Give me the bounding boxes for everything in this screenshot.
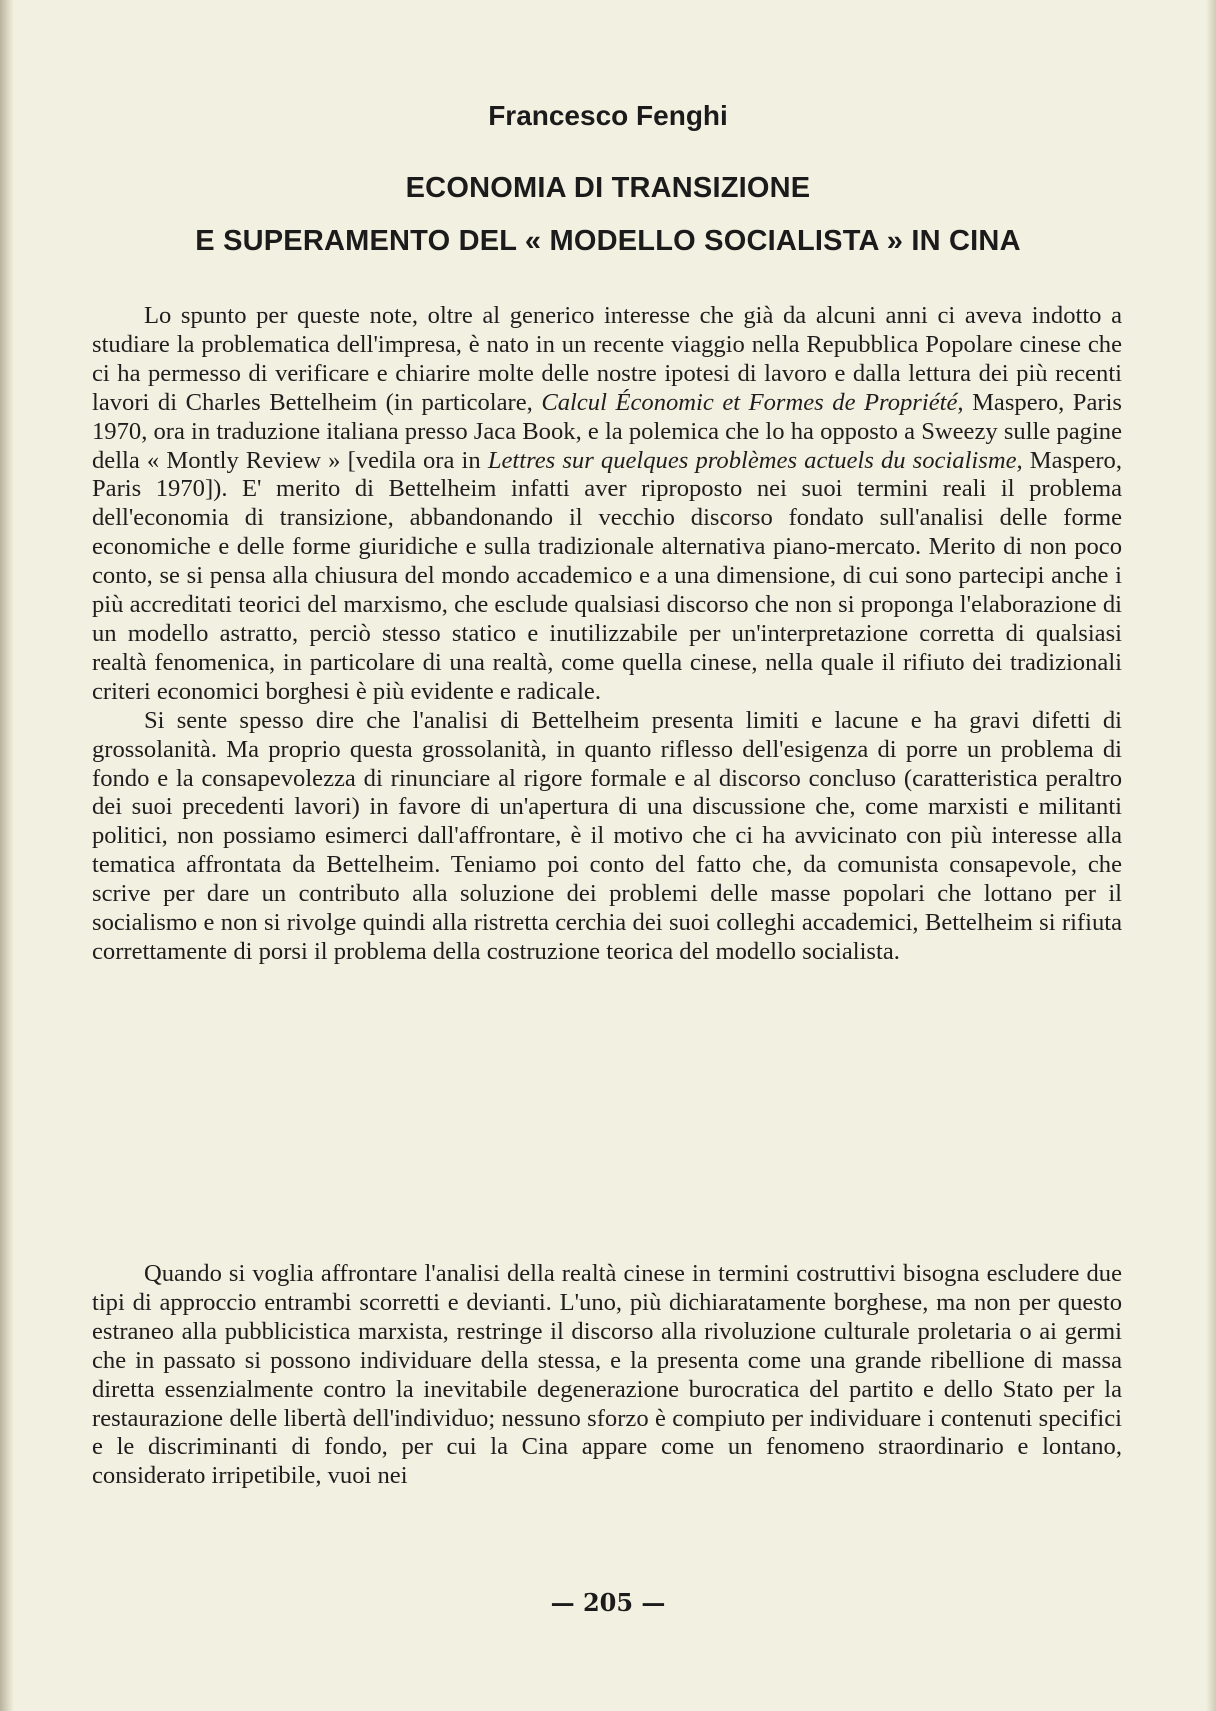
book-title-lettres: Lettres sur quelques problèmes actuels du socialisme, [487,446,1023,474]
article-title-line-2: E SUPERAMENTO DEL « MODELLO SOCIALISTA » IN CINA [195,225,1021,257]
paragraph-2: Si sente spesso dire che l'analisi di Bettelheim presenta limiti e lacune e ha gravi difetti di grossolanità. Ma proprio questa grossolanità, in quanto riflesso dell'esigenza di porre un problema di fondo e la consapevolezza di rinunciare al rigore formale e al discorso concluso (caratteristica peraltro dei suoi precedenti lavori) in favore di un'apertura di una discussione che, come marxisti e militanti politici, non possiamo esimerci dall'affrontare, è il motivo che ci ha avvicinato con più interesse alla tematica affrontata da Bettelheim. Teniamo poi conto del fatto che, da comunista consapevole, che scrive per dare un contributo alla soluzione dei problemi delle masse popolari che lottano per il socialismo e non si rivolge quindi alla ristretta cerchia dei suoi colleghi accademici, Bettelheim si rifiuta correttamente di porsi il problema della costruzione teorica del modello socialista. [92,706,1122,965]
paragraph-1-text-c: Maspero, Paris 1970]). E' merito di Bettelheim infatti aver riproposto nei suoi termini reali il problema dell'economia di transizione, abbandonando il vecchio discorso fondato sull'analisi delle forme economiche e delle forme giuridiche e sulla tradizionale alternativa piano-mercato. Merito di non poco conto, se si pensa alla chiusura del mondo accademico e a una dimensione, di cui sono partecipi anche i più accreditati teorici del marxismo, che esclude qualsiasi discorso che non si proponga l'elaborazione di un modello astratto, perciò stesso statico e inutilizzabile per un'interpretazione corretta di qualsiasi realtà fenomenica, in particolare di una realtà, come quella cinese, nella quale il rifiuto dei tradizionali criteri economici borghesi è più evidente e radicale. [92,446,1122,705]
author-name: Francesco Fenghi [488,100,728,131]
paragraph-3: Quando si voglia affrontare l'analisi della realtà cinese in termini costruttivi bisogna escludere due tipi di approccio entrambi scorretti e devianti. L'uno, più dichiaratamente borghese, ma non per questo estraneo alla pubblicistica marxista, restringe il discorso alla rivoluzione culturale proletaria o ai germi che in passato si possono individuare della stessa, e la presenta come una grande ribellione di massa diretta essenzialmente contro la inevitabile degenerazione burocratica del partito e dello Stato per la restaurazione delle libertà dell'individuo; nessuno sforzo è compiuto per individuare i contenuti specifici e le discriminanti di fondo, per cui la Cina appare come un fenomeno straordinario e lontano, considerato irripetibile, vuoi nei [92,1260,1122,1490]
paragraph-1 [92,302,1122,707]
book-title-calcul-economic: Calcul Économic et Formes de Propriété, [541,388,964,416]
page-number: — 205 — [550,1588,666,1617]
paragraph-1-text-b: Maspero, Paris 1970, ora in traduzione italiana presso Jaca Book, e la polemica che lo ha opposto a Sweezy sulle pagine della « Montly Review » [vedila ora in [92,388,1122,474]
paragraph-1-text-a: Lo spunto per queste note, oltre al generico interesse che già da alcuni anni ci aveva indotto a studiare la problematica dell'impresa, è nato in un recente viaggio nella Repubblica Popolare cinese che ci ha permesso di verificare e chiarire molte delle nostre ipotesi di lavoro e dalla lettura dei più recenti lavori di Charles Bettelheim (in particolare, [92,302,1122,416]
article-body-section-1 [92,302,1122,967]
article-body-section-2 [92,1260,1122,1491]
article-title-line-1: ECONOMIA DI TRANSIZIONE [405,172,811,204]
